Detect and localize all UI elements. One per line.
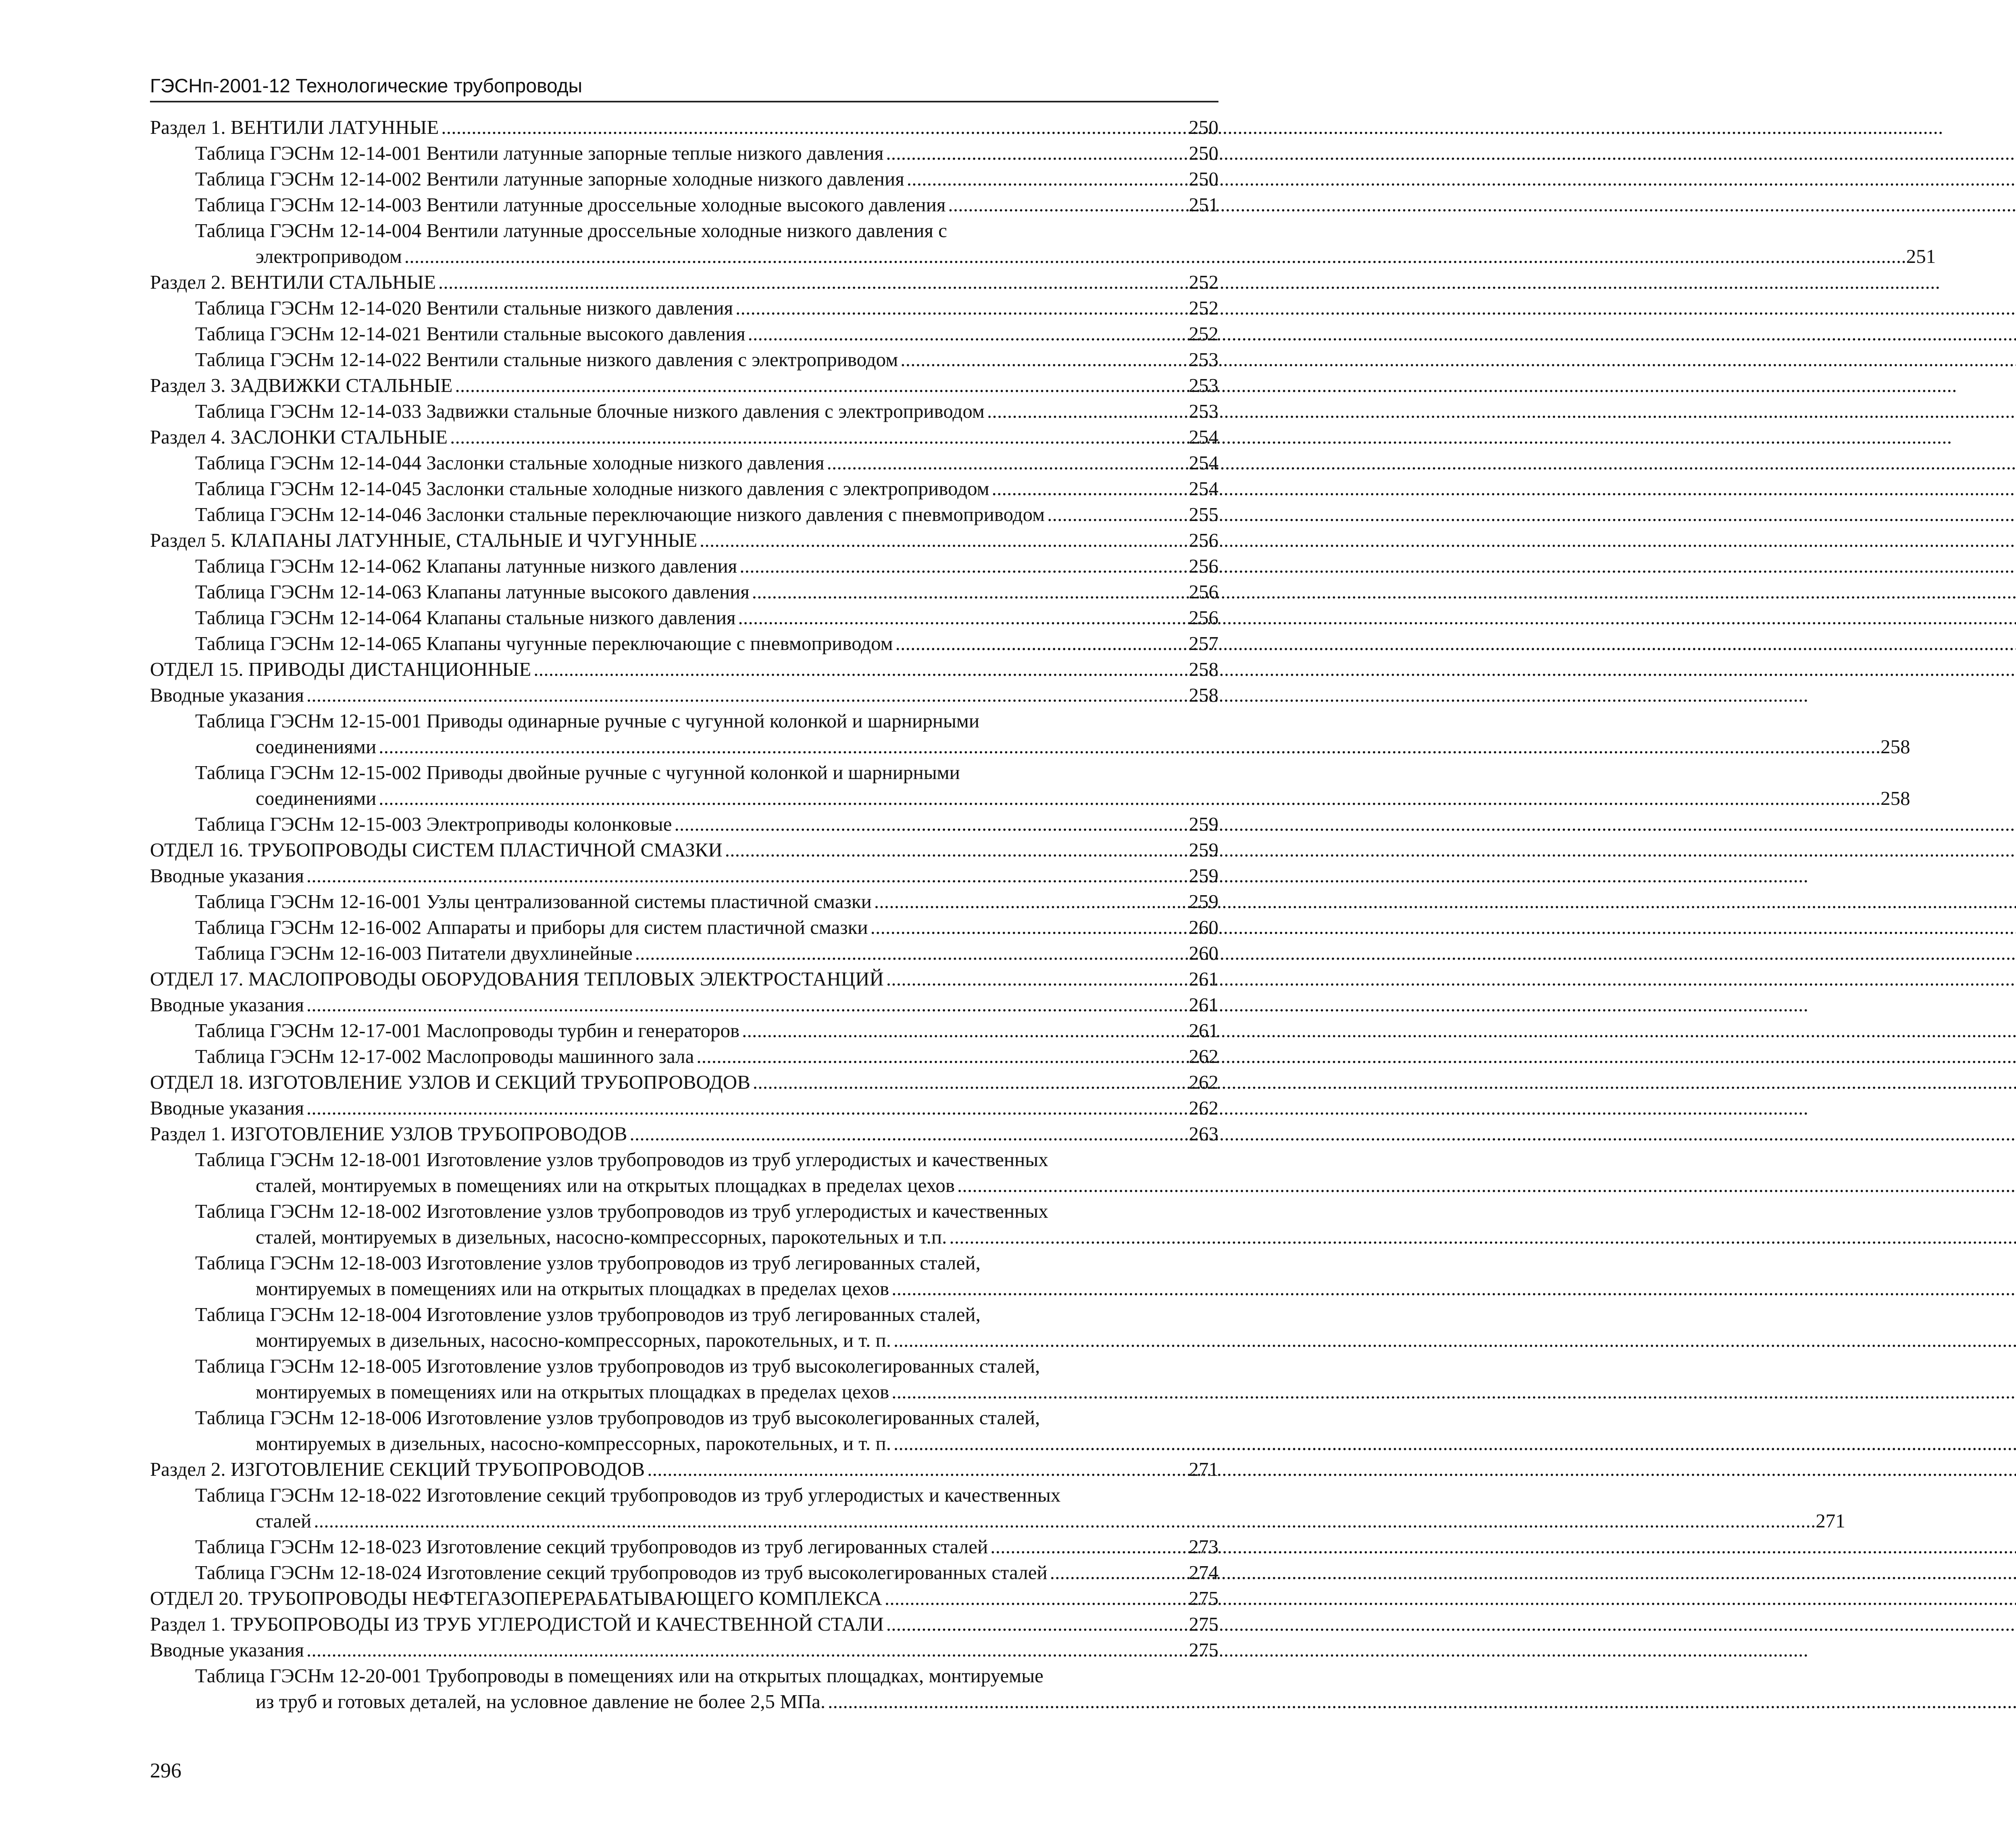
toc-entry-line [195,347,1218,373]
toc-section-entry [150,966,1218,992]
toc-entry-line [195,1534,1218,1560]
toc-table-entry [150,192,1218,218]
toc-table-entry [150,889,1218,915]
toc-entry-line [150,1637,1218,1663]
toc-page-number: 271 [1189,1458,1218,1480]
toc-entry-line [195,244,1936,269]
dot-leader [886,140,1186,166]
toc-entry-title: сталей [256,1510,312,1532]
dot-leader [907,166,1187,192]
dot-leader [735,295,1186,321]
toc-entry-line [150,424,1218,450]
page-number: 296 [150,1759,181,1782]
toc-section-entry [150,1069,1218,1095]
toc-page-number: 263 [1189,1123,1218,1145]
dot-leader [948,192,1186,218]
toc-section-entry [150,656,1218,682]
toc-entry-line [195,631,1218,656]
dot-leader [874,889,1187,915]
toc-section-entry [150,1456,1218,1482]
toc-entry-line [195,889,1218,915]
toc-entry-line [150,373,1218,398]
toc-page-number: 253 [1189,400,1218,422]
toc-entry-line [195,605,1218,631]
toc-entry-title: Таблица ГЭСНм 12-14-063 Клапаны латунные высокого давления [195,581,750,603]
toc-section-entry [150,992,1218,1018]
toc-page-number: 262 [1189,1097,1218,1119]
toc-entry-title: Раздел 4. ЗАСЛОНКИ СТАЛЬНЫЕ [150,426,448,448]
toc-page-number: 255 [1189,503,1218,525]
toc-section-entry [150,1611,1218,1637]
toc-entry-title: Таблица ГЭСНм 12-16-002 Аппараты и приборы для систем пластичной смазки [195,916,868,938]
toc-entry-title: соединениями [256,735,377,758]
toc-table-entry [150,1198,1218,1250]
toc-entry-title: Таблица ГЭСНм 12-14-001 Вентили латунные запорные теплые низкого давления [195,142,884,164]
toc-table-entry [150,708,1910,760]
toc-entry-line [195,1379,1218,1405]
toc-page-number: 257 [1189,632,1218,654]
toc-entry-title: Вводные указания [150,865,304,887]
toc-entry-title-first-line: Таблица ГЭСНм 12-18-002 Изготовление узлов трубопроводов из труб углеродистых и качественных [195,1200,1048,1222]
toc-entry-title: Таблица ГЭСНм 12-16-001 Узлы централизованной системы пластичной смазки [195,890,872,913]
dot-leader [886,1611,1187,1637]
dot-leader [306,1095,1186,1121]
toc-entry-title: Вводные указания [150,1097,304,1119]
toc-section-entry [150,373,1218,398]
dot-leader [990,1534,1186,1560]
toc-table-entry [150,1250,1218,1302]
toc-entry-title: сталей, монтируемых в помещениях или на открытых площадках в пределах цехов [256,1174,955,1196]
toc-entry-title: Таблица ГЭСНм 12-14-046 Заслонки стальные переключающие низкого давления с пневмоприводом [195,503,1045,525]
toc-table-entry [150,1534,1218,1560]
toc-entry-line [150,1069,1218,1095]
dot-leader [635,940,1187,966]
dot-leader [893,1432,2016,1454]
toc-table-entry [150,760,1910,811]
toc-table-entry [150,1482,1845,1534]
dot-leader [700,527,1186,553]
page-header [150,69,1218,102]
toc-entry-title: Таблица ГЭСНм 12-18-023 Изготовление секций трубопроводов из труб легированных сталей [195,1535,988,1558]
dot-leader [949,1226,2016,1248]
toc-entry-line [150,1456,1218,1482]
toc-page-number: 256 [1189,606,1218,629]
toc-table-entry [150,166,1218,192]
toc-table-entry [150,631,1218,656]
toc-section-entry [150,527,1218,553]
toc-entry-title: Раздел 2. ИЗГОТОВЛЕНИЕ СЕКЦИЙ ТРУБОПРОВОДОВ [150,1458,645,1480]
dot-leader [992,476,1187,502]
toc-table-entry [150,1353,1218,1405]
toc-entry-title: Таблица ГЭСНм 12-14-020 Вентили стальные низкого давления [195,297,733,319]
toc-entry-title: Таблица ГЭСНм 12-17-002 Маслопроводы машинного зала [195,1045,694,1067]
toc-table-entry [150,553,1218,579]
toc-entry-line [195,785,1910,811]
toc-entry-title: Таблица ГЭСНм 12-17-001 Маслопроводы турбин и генераторов [195,1019,740,1042]
toc-entry-line [195,295,1218,321]
toc-entry-line [195,1018,1218,1044]
toc-entry-title: ОТДЕЛ 18. ИЗГОТОВЛЕНИЕ УЗЛОВ И СЕКЦИЙ ТРУБОПРОВОДОВ [150,1071,750,1093]
toc-entry-line [195,553,1218,579]
toc-entry-title: Раздел 1. ИЗГОТОВЛЕНИЕ УЗЛОВ ТРУБОПРОВОДОВ [150,1123,627,1145]
toc-entry-line [150,863,1218,889]
toc-table-entry [150,579,1218,605]
dot-leader [438,269,1186,295]
toc-page-number: 260 [1189,942,1218,964]
toc-entry-title: Вводные указания [150,994,304,1016]
toc-page-number: 256 [1189,555,1218,577]
toc-section-entry [150,269,1218,295]
dot-leader [957,1174,2016,1196]
toc-section-entry [150,424,1218,450]
toc-page-number: 251 [1906,245,1936,267]
toc-entry-line [150,837,1218,863]
dot-leader [738,605,1187,631]
toc-entry-title-first-line: Таблица ГЭСНм 12-18-022 Изготовление секций трубопроводов из труб углеродистых и качественных [195,1484,1061,1506]
toc-page-number: 274 [1189,1561,1218,1583]
toc-entry-line [195,140,1218,166]
table-of-contents [150,115,1936,1715]
toc-table-entry [150,811,1218,837]
toc-page-number: 256 [1189,529,1218,551]
toc-entry-title: Таблица ГЭСНм 12-15-003 Электроприводы колонковые [195,813,672,835]
toc-page-number: 260 [1189,916,1218,938]
toc-table-entry [150,1018,1218,1044]
toc-page-number: 254 [1189,452,1218,474]
toc-entry-line [150,115,1218,140]
toc-page-number: 250 [1189,116,1218,138]
toc-entry-title-first-line: Таблица ГЭСНм 12-15-001 Приводы одинарные ручные с чугунной колонкой и шарнирными [195,710,980,732]
toc-section-entry [150,863,1218,889]
dot-leader [828,1690,2016,1713]
dot-leader [404,245,1904,267]
toc-entry-line [150,1585,1218,1611]
dot-leader [752,579,1187,605]
dot-leader [891,1381,2016,1403]
toc-entry-line [195,1431,1218,1456]
toc-table-entry [150,398,1218,424]
toc-entry-line [150,527,1218,553]
toc-page-number: 262 [1189,1045,1218,1067]
toc-entry-title-first-line: Таблица ГЭСНм 12-18-004 Изготовление узлов трубопроводов из труб легированных сталей, [195,1303,981,1325]
dot-leader [885,1585,1187,1611]
toc-entry-line [195,915,1218,940]
dot-leader [314,1510,1813,1532]
dot-leader [739,553,1186,579]
toc-page-number: 258 [1189,684,1218,706]
dot-leader [900,347,1186,373]
toc-entry-title: из труб и готовых деталей, на условное давление не более 2,5 МПа. [256,1690,826,1713]
dot-leader [533,656,1186,682]
dot-leader [441,115,1186,140]
toc-entry-title: Раздел 3. ЗАДВИЖКИ СТАЛЬНЫЕ [150,374,453,396]
dot-leader [893,1329,2016,1351]
toc-entry-line [150,269,1218,295]
toc-entry-line [195,1224,1218,1250]
toc-table-entry [150,1147,1218,1198]
dot-leader [891,1277,2016,1300]
dot-leader [647,1456,1186,1482]
toc-page-number: 271 [1816,1510,1845,1532]
dot-leader [674,811,1186,837]
toc-page-number: 258 [1189,658,1218,680]
dot-leader [1047,502,1186,527]
toc-entry-title: сталей, монтируемых в дизельных, насосно-компрессорных, парокотельных и т.п. [256,1226,947,1248]
toc-table-entry [150,605,1218,631]
dot-leader [742,1018,1186,1044]
toc-page-number: 250 [1189,168,1218,190]
toc-entry-title: монтируемых в помещениях или на открытых площадках в пределах цехов [256,1277,889,1300]
toc-entry-title: Таблица ГЭСНм 12-16-003 Питатели двухлинейные [195,942,633,964]
toc-entry-title: ОТДЕЛ 20. ТРУБОПРОВОДЫ НЕФТЕГАЗОПЕРЕРАБАТЫВАЮЩЕГО КОМПЛЕКСА [150,1587,882,1609]
toc-entry-line [150,656,1218,682]
toc-entry-line [195,1044,1218,1069]
toc-entry-line [195,398,1218,424]
dot-leader [306,1637,1186,1663]
toc-entry-title: монтируемых в дизельных, насосно-компрессорных, парокотельных, и т. п. [256,1329,891,1351]
toc-page-number: 261 [1189,1019,1218,1042]
running-header-title: ГЭСНп-2001-12 Технологические трубопроводы [150,75,583,97]
toc-section-entry [150,115,1218,140]
toc-entry-line [195,1689,1218,1715]
toc-entry-title: Таблица ГЭСНм 12-18-024 Изготовление секций трубопроводов из труб высоколегированных сталей [195,1561,1048,1583]
dot-leader [450,424,1186,450]
toc-entry-line [150,966,1218,992]
toc-section-entry [150,1637,1218,1663]
dot-leader [748,321,1187,347]
toc-entry-title: Таблица ГЭСНм 12-14-044 Заслонки стальные холодные низкого давления [195,452,825,474]
toc-entry-line [150,992,1218,1018]
toc-entry-title-first-line: Таблица ГЭСНм 12-18-003 Изготовление узлов трубопроводов из труб легированных сталей, [195,1252,981,1274]
toc-table-entry [150,218,1936,269]
toc-entry-title-first-line: Таблица ГЭСНм 12-14-004 Вентили латунные дроссельные холодные низкого давления с [195,219,947,242]
toc-entry-line [195,1327,1218,1353]
toc-page-number: 259 [1189,839,1218,861]
toc-table-entry [150,940,1218,966]
toc-page-number: 259 [1189,865,1218,887]
toc-entry-title: Таблица ГЭСНм 12-14-062 Клапаны латунные низкого давления [195,555,737,577]
toc-entry-line [195,502,1218,527]
toc-entry-line [150,682,1218,708]
toc-table-entry [150,1663,1218,1715]
toc-table-entry [150,502,1218,527]
toc-entry-title-first-line: Таблица ГЭСНм 12-20-001 Трубопроводы в помещениях или на открытых площадках, монтируемые [195,1665,1043,1687]
toc-entry-title-first-line: Таблица ГЭСНм 12-15-002 Приводы двойные ручные с чугунной колонкой и шарнирными [195,761,960,783]
toc-table-entry [150,347,1218,373]
toc-section-entry [150,1121,1218,1147]
toc-entry-line [195,1560,1218,1585]
toc-page-number: 258 [1881,735,1910,758]
toc-entry-line [195,450,1218,476]
toc-page-number: 252 [1189,297,1218,319]
toc-entry-title: Вводные указания [150,684,304,706]
dot-leader [629,1121,1186,1147]
toc-entry-title: ОТДЕЛ 17. МАСЛОПРОВОДЫ ОБОРУДОВАНИЯ ТЕПЛОВЫХ ЭЛЕКТРОСТАНЦИЙ [150,968,884,990]
toc-page-number: 253 [1189,348,1218,371]
toc-entry-line [195,166,1218,192]
dot-leader [379,787,1878,809]
toc-entry-line [195,811,1218,837]
toc-entry-title: Раздел 2. ВЕНТИЛИ СТАЛЬНЫЕ [150,271,436,293]
toc-entry-title: Таблица ГЭСНм 12-14-002 Вентили латунные запорные холодные низкого давления [195,168,904,190]
dot-leader [306,863,1186,889]
toc-table-entry [150,321,1218,347]
dot-leader [696,1044,1186,1069]
toc-entry-title: Вводные указания [150,1639,304,1661]
toc-table-entry [150,1044,1218,1069]
toc-entry-title: Таблица ГЭСНм 12-14-003 Вентили латунные дроссельные холодные высокого давления [195,194,946,216]
toc-entry-line [195,734,1910,760]
toc-page-number: 262 [1189,1071,1218,1093]
dot-leader [987,398,1187,424]
toc-entry-line [195,1508,1845,1534]
dot-leader [725,837,1187,863]
dot-leader [827,450,1187,476]
toc-entry-title: Таблица ГЭСНм 12-14-021 Вентили стальные высокого давления [195,323,746,345]
toc-entry-title: Таблица ГЭСНм 12-14-022 Вентили стальные низкого давления с электроприводом [195,348,898,371]
toc-entry-title: Таблица ГЭСНм 12-14-064 Клапаны стальные низкого давления [195,606,736,629]
toc-entry-title-first-line: Таблица ГЭСНм 12-18-001 Изготовление узлов трубопроводов из труб углеродистых и качественных [195,1148,1048,1171]
dot-leader [871,915,1187,940]
toc-page-number: 258 [1881,787,1910,809]
toc-entry-line [195,1276,1218,1302]
toc-entry-title: монтируемых в помещениях или на открытых площадках в пределах цехов [256,1381,889,1403]
toc-page-number: 254 [1189,426,1218,448]
dot-leader [379,735,1878,758]
toc-page-number: 254 [1189,477,1218,500]
toc-entry-title: ОТДЕЛ 15. ПРИВОДЫ ДИСТАНЦИОННЫЕ [150,658,531,680]
toc-entry-title: соединениями [256,787,377,809]
toc-section-entry [150,837,1218,863]
toc-entry-line [195,1173,1218,1198]
dot-leader [306,992,1186,1018]
dot-leader [886,966,1187,992]
toc-table-entry [150,1405,1218,1456]
toc-page-number: 252 [1189,271,1218,293]
toc-entry-title: Таблица ГЭСНм 12-14-065 Клапаны чугунные переключающие с пневмоприводом [195,632,893,654]
toc-page-number: 253 [1189,374,1218,396]
toc-entry-line [150,1095,1218,1121]
toc-page-number: 275 [1189,1587,1218,1609]
toc-entry-line [195,321,1218,347]
toc-entry-title: Таблица ГЭСНм 12-14-045 Заслонки стальные холодные низкого давления с электроприводом [195,477,989,500]
toc-page-number: 252 [1189,323,1218,345]
toc-entry-title-first-line: Таблица ГЭСНм 12-18-005 Изготовление узлов трубопроводов из труб высоколегированных сталей, [195,1355,1040,1377]
toc-entry-title: Таблица ГЭСНм 12-14-033 Задвижки стальные блочные низкого давления с электроприводом [195,400,985,422]
toc-entry-line [195,192,1218,218]
toc-entry-title-first-line: Таблица ГЭСНм 12-18-006 Изготовление узлов трубопроводов из труб высоколегированных сталей, [195,1406,1040,1429]
toc-page-number: 275 [1189,1639,1218,1661]
toc-table-entry [150,140,1218,166]
toc-page-number: 275 [1189,1613,1218,1635]
toc-entry-title: Раздел 1. ВЕНТИЛИ ЛАТУННЫЕ [150,116,439,138]
toc-table-entry [150,476,1218,502]
dot-leader [306,682,1186,708]
toc-entry-line [150,1611,1218,1637]
toc-entry-title: ОТДЕЛ 16. ТРУБОПРОВОДЫ СИСТЕМ ПЛАСТИЧНОЙ СМАЗКИ [150,839,723,861]
toc-entry-title: Раздел 5. КЛАПАНЫ ЛАТУННЫЕ, СТАЛЬНЫЕ И ЧУГУННЫЕ [150,529,698,551]
toc-section-entry [150,1095,1218,1121]
toc-entry-line [150,1121,1218,1147]
toc-entry-line [195,476,1218,502]
toc-page-number: 261 [1189,968,1218,990]
toc-entry-line [195,940,1218,966]
toc-page-number: 261 [1189,994,1218,1016]
toc-section-entry [150,1585,1218,1611]
toc-page-number: 256 [1189,581,1218,603]
dot-leader [753,1069,1187,1095]
toc-entry-title: Раздел 1. ТРУБОПРОВОДЫ ИЗ ТРУБ УГЛЕРОДИСТОЙ И КАЧЕСТВЕННОЙ СТАЛИ [150,1613,884,1635]
toc-table-entry [150,450,1218,476]
toc-entry-line [195,579,1218,605]
dot-leader [896,631,1187,656]
toc-table-entry [150,1560,1218,1585]
dot-leader [455,373,1186,398]
toc-page-number: 250 [1189,142,1218,164]
toc-section-entry [150,682,1218,708]
toc-page-number: 259 [1189,890,1218,913]
toc-entry-title: монтируемых в дизельных, насосно-компрессорных, парокотельных, и т. п. [256,1432,891,1454]
toc-page-number: 259 [1189,813,1218,835]
toc-page-number: 273 [1189,1535,1218,1558]
toc-table-entry [150,295,1218,321]
toc-table-entry [150,1302,1218,1353]
dot-leader [1050,1560,1187,1585]
toc-entry-title: электроприводом [256,245,402,267]
toc-table-entry [150,915,1218,940]
toc-page-number: 251 [1189,194,1218,216]
